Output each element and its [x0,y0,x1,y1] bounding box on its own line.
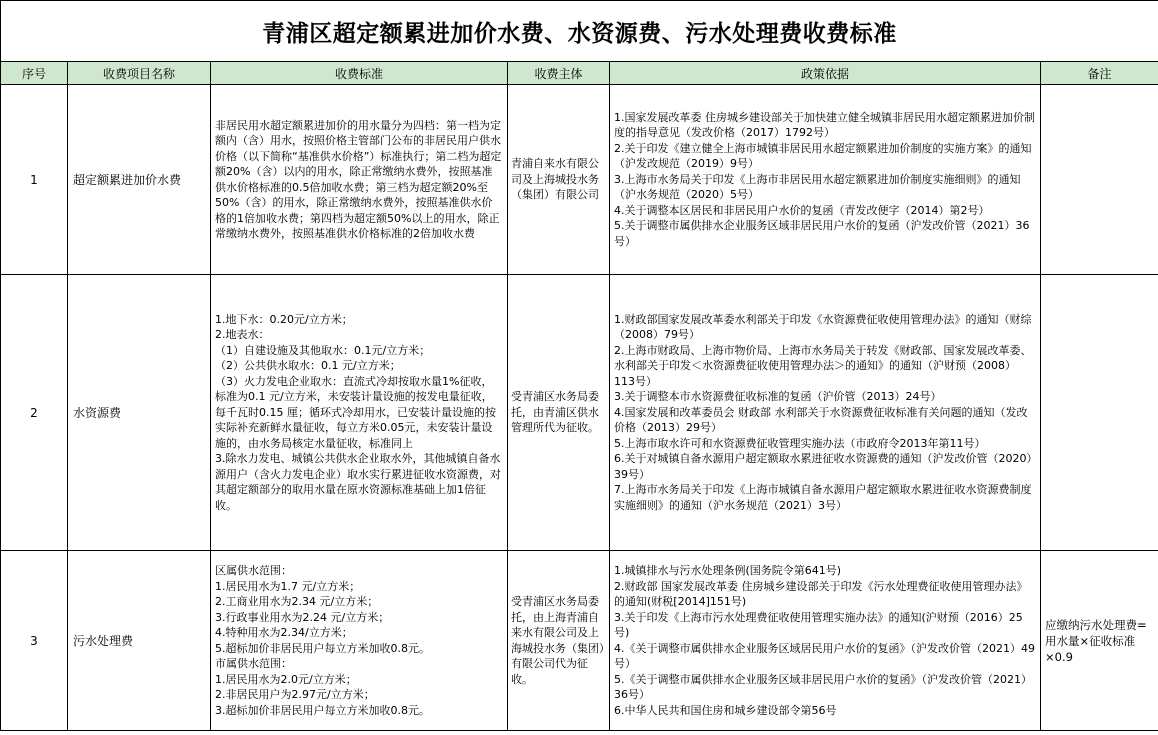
standard-line: 1.居民用水为1.7 元/立方米； [215,579,361,593]
standard-line: 2.非居民用户为2.97元/立方米； [215,688,375,701]
standard-line: 3.超标加价非居民用户每立方米加收0.8元。 [215,703,430,717]
fee-collector: 受青浦区水务局委托，由上海青浦自来水有限公司及上海城投水务（集团）有限公司代为征收。 [508,551,610,731]
fee-item-name: 水资源费 [68,275,211,551]
basis-line: 4.国家发展和改革委员会 财政部 水利部关于水资源费征收标准有关问题的通知（发改价格（2013）29号） [614,405,1028,435]
fee-collector: 受青浦区水务局委托，由青浦区供水管理所代为征收。 [508,275,610,551]
basis-line: 2.财政部 国家发展改革委 住房城乡建设部关于印发《污水处理费征收使用管理办法》的通知(财税[2014]151号) [614,579,1028,608]
basis-line: 4.关于调整本区居民和非居民用户水价的复函（青发改便字（2014）第2号） [614,203,990,217]
fee-standard [211,551,508,731]
table-row [1,551,1158,731]
row-number: 2 [1,275,68,551]
standard-line: （3）火力发电企业取水：直流式冷却按取水量1%征收，标准为0.1 元/立方米，未安装计量设施的按发电量征收，每千瓦时0.15 厘；循环式冷却用水，已安装计量设施的按实际补充新鲜水量征收，每立方米0.05元，未安装计量设施的，由水务局核定水量征收，标准同上 [215,374,496,450]
standard-line: （1）自建设施及其他取水：0.1元/立方米； [215,343,431,357]
standard-line: 3.行政事业用水为2.24 元/立方米； [215,610,390,624]
standard-line: 5.超标加价非居民用户每立方米加收0.8元。 [215,641,430,655]
basis-line: 2.关于印发《建立健全上海市城镇非居民用水超定额累进加价制度的实施方案》的通知（沪发改规范（2019）9号） [614,141,1032,171]
policy-basis [610,275,1041,551]
basis-line: 3.关于印发《上海市污水处理费征收使用管理实施办法》的通知(沪财预（2016）25号) [614,610,1023,639]
header-policy-basis: 政策依据 [610,62,1041,85]
basis-line: 5.关于调整市属供排水企业服务区域非居民用户水价的复函（沪发改价管（2021）36号） [614,219,1030,248]
header-standard: 收费标准 [211,62,508,85]
remarks: 应缴纳污水处理费=用水量×征收标准×0.9 [1041,551,1158,731]
header-item-name: 收费项目名称 [68,62,211,85]
standard-line: 区属供水范围： [215,564,292,577]
table-title: 青浦区超定额累进加价水费、水资源费、污水处理费收费标准 [1,1,1158,62]
basis-line: 5.《关于调整市属供排水企业服务区域非居民用户水价的复函》（沪发改价管（2021）36号） [614,672,1032,701]
remarks [1041,275,1158,551]
header-no: 序号 [1,62,68,85]
basis-line: 7.上海市水务局关于印发《上海市城镇自备水源用户超定额取水累进征收水资源费制度实施细则》的通知（沪水务规范（2021）3号） [614,483,1032,512]
standard-line: 非居民用水超定额累进加价的用水量分为四档：第一档为定额内（含）用水，按照价格主管部门公布的非居民用户供水价格（以下简称“基准供水价格”）标准执行；第二档为超定额20%（含）以内的用水，除正常缴纳水费外，按照基准供水价格标准的0.5倍加收水费；第三档为超定额20%至50%（含）的用水，除正常缴纳水费外，按照基准供水价格的1倍加收水费；第四档为超定额50%以上的用水，除正常缴纳水费外，按照基准供水价格标准的2倍加收水费 [215,118,502,240]
basis-line: 3.上海市水务局关于印发《上海市非居民用水超定额累进加价制度实施细则》的通知（沪水务规范（2020）5号） [614,172,1021,202]
fee-collector: 青浦自来水有限公司及上海城投水务（集团）有限公司 [508,85,610,275]
basis-line: 1.国家发展改革委 住房城乡建设部关于加快建立健全城镇非居民用水超定额累进加价制度的指导意见（发改价格（2017）1792号） [614,110,1035,140]
policy-basis [610,85,1041,275]
header-remarks: 备注 [1041,62,1158,85]
row-number: 1 [1,85,68,275]
basis-line: 3.关于调整本市水资源费征收标准的复函（沪价管（2013）24号） [614,390,942,404]
remarks [1041,85,1158,275]
basis-line: 6.中华人民共和国住房和城乡建设部令第56号 [614,703,837,717]
standard-line: 3.除水力发电、城镇公共供水企业取水外，其他城镇自备水源用户（含火力发电企业）取水实行累进征收水资源费，对其超定额部分的取用水量在原水资源标准基础上加1倍征收。 [215,452,501,512]
standard-line: 4.特种用水为2.34/立方米； [215,626,353,639]
standard-line: 1.居民用水为2.0元/立方米； [215,672,357,686]
basis-line: 6.关于对城镇自备水源用户超定额取水累进征收水资源费的通知（沪发改价管（2020）39号） [614,452,1032,481]
header-collector: 收费主体 [508,62,610,85]
fee-item-name: 超定额累进加价水费 [68,85,211,275]
standard-line: （2）公共供水取水：0.1 元/立方米； [215,359,401,373]
basis-line: 2.上海市财政局、上海市物价局、上海市水务局关于转发《财政部、国家发展改革委、水利部关于印发＜水资源费征收使用管理办法＞的通知》的通知（沪财预（2008）113号） [614,343,1032,388]
standard-line: 2.工商业用水为2.34 元/立方米； [215,595,379,608]
table-row [1,85,1158,275]
standard-line: 1.地下水：0.20元/立方米； [215,312,353,326]
standard-line: 2.地表水： [215,328,270,342]
fee-item-name: 污水处理费 [68,551,211,731]
basis-line: 4.《关于调整市属供排水企业服务区域居民用户水价的复函》（沪发改价管（2021）49号） [614,641,1035,670]
basis-line: 1.城镇排水与污水处理条例(国务院令第641号) [614,564,842,577]
policy-basis [610,551,1041,731]
standard-line: 市属供水范围： [215,657,292,670]
header-row [1,62,1158,85]
row-number: 3 [1,551,68,731]
fee-standard [211,85,508,275]
table-row [1,275,1158,551]
basis-line: 1.财政部国家发展改革委水利部关于印发《水资源费征收使用管理办法》的通知（财综（2008）79号） [614,312,1032,342]
basis-line: 5.上海市取水许可和水资源费征收管理实施办法（市政府令2013年第11号） [614,436,986,450]
fee-standard [211,275,508,551]
